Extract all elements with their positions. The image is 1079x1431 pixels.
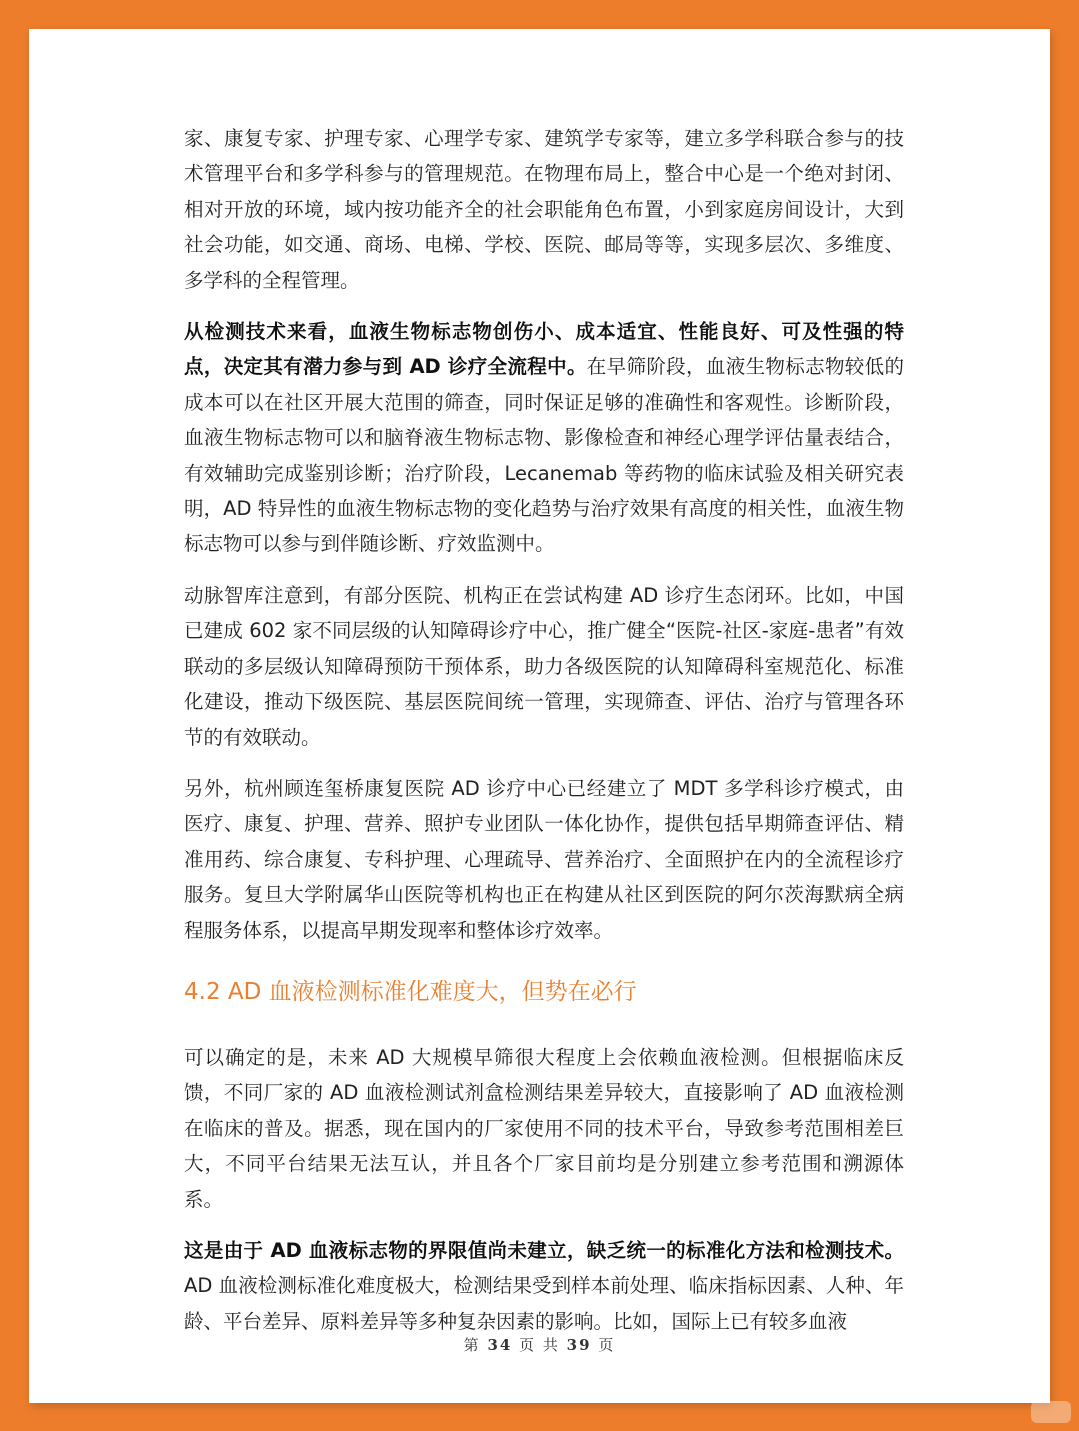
paragraph-2-text: 在早筛阶段，血液生物标志物较低的成本可以在社区开展大范围的筛查，同时保证足够的准确性和客观性。诊断阶段，血液生物标志物可以和脑脊液生物标志物、影像检查和神经心理学评估量表结合，有效辅助完成鉴别诊断；治疗阶段，Lecanemab 等药物的临床试验及相关研究表明，AD 特异性的血液生物标志物的变化趋势与治疗效果有高度的相关性，血液生物标志物可以参与到伴随诊断、疗效监测中。 xyxy=(184,355,904,556)
section-paragraph-2-text: AD 血液检测标准化难度极大，检测结果受到样本前处理、临床指标因素、人种、年龄、平台差异、原料差异等多种复杂因素的影响。比如，国际上已有较多血液 xyxy=(184,1274,904,1333)
paragraph-1-text: 家、康复专家、护理专家、心理学专家、建筑学专家等，建立多学科联合参与的技术管理平台和多学科参与的管理规范。在物理布局上，整合中心是一个绝对封闭、相对开放的环境，域内按功能齐全的社会职能角色布置，小到家庭房间设计，大到社会功能，如交通、商场、电梯、学校、医院、邮局等等，实现多层次、多维度、多学科的全程管理。 xyxy=(184,127,904,292)
section-paragraph-1 xyxy=(184,1040,904,1217)
footer-middle: 页 共 xyxy=(519,1336,560,1354)
paragraph-2-bold: 从检测技术来看，血液生物标志物创伤小、成本适宜、性能良好、可及性强的特点，决定其有潜力参与到 AD 诊疗全流程中。 xyxy=(184,320,904,379)
paragraph-4-text: 另外，杭州顾连玺桥康复医院 AD 诊疗中心已经建立了 MDT 多学科诊疗模式，由医疗、康复、护理、营养、照护专业团队一体化协作，提供包括早期筛查评估、精准用药、综合康复、专科护理、心理疏导、营养治疗、全面照护在内的全流程诊疗服务。复旦大学附属华山医院等机构也正在构建从社区到医院的阿尔茨海默病全病程服务体系，以提高早期发现率和整体诊疗效率。 xyxy=(184,776,904,942)
paragraph-3-text: 动脉智库注意到，有部分医院、机构正在尝试构建 AD 诊疗生态闭环。比如，中国已建成 602 家不同层级的认知障碍诊疗中心，推广健全“医院-社区-家庭-患者”有效联动的多层级认知障碍预防干预体系，助力各级医院的认知障碍科室规范化、标准化建设，推动下级医院、基层医院间统一管理，实现筛查、评估、治疗与管理各环节的有效联动。 xyxy=(184,583,904,749)
document-page xyxy=(29,29,1050,1403)
section-heading: 4.2 AD 血液检测标准化难度大，但势在必行 xyxy=(184,978,637,1005)
footer-prefix: 第 xyxy=(463,1336,481,1354)
watermark-icon xyxy=(1031,1401,1071,1423)
current-page-number: 34 xyxy=(487,1336,513,1354)
page-content xyxy=(184,121,904,1339)
footer-suffix: 页 xyxy=(598,1336,616,1354)
paragraph-3 xyxy=(184,578,904,755)
paragraph-2 xyxy=(184,314,904,562)
section-paragraph-2-bold: 这是由于 AD 血液标志物的界限值尚未建立，缺乏统一的标准化方法和检测技术。 xyxy=(184,1238,904,1262)
total-pages-number: 39 xyxy=(566,1336,592,1354)
paragraph-1 xyxy=(184,121,904,298)
section-paragraph-1-text: 可以确定的是，未来 AD 大规模早筛很大程度上会依赖血液检测。但根据临床反馈，不同厂家的 AD 血液检测试剂盒检测结果差异较大，直接影响了 AD 血液检测在临床的普及。据悉，现在国内的厂家使用不同的技术平台，导致参考范围相差巨大，不同平台结果无法互认，并且各个厂家目前均是分别建立参考范围和溯源体系。 xyxy=(184,1045,904,1211)
section-paragraph-2 xyxy=(184,1233,904,1339)
paragraph-4 xyxy=(184,771,904,948)
page-number-footer xyxy=(29,1334,1050,1355)
